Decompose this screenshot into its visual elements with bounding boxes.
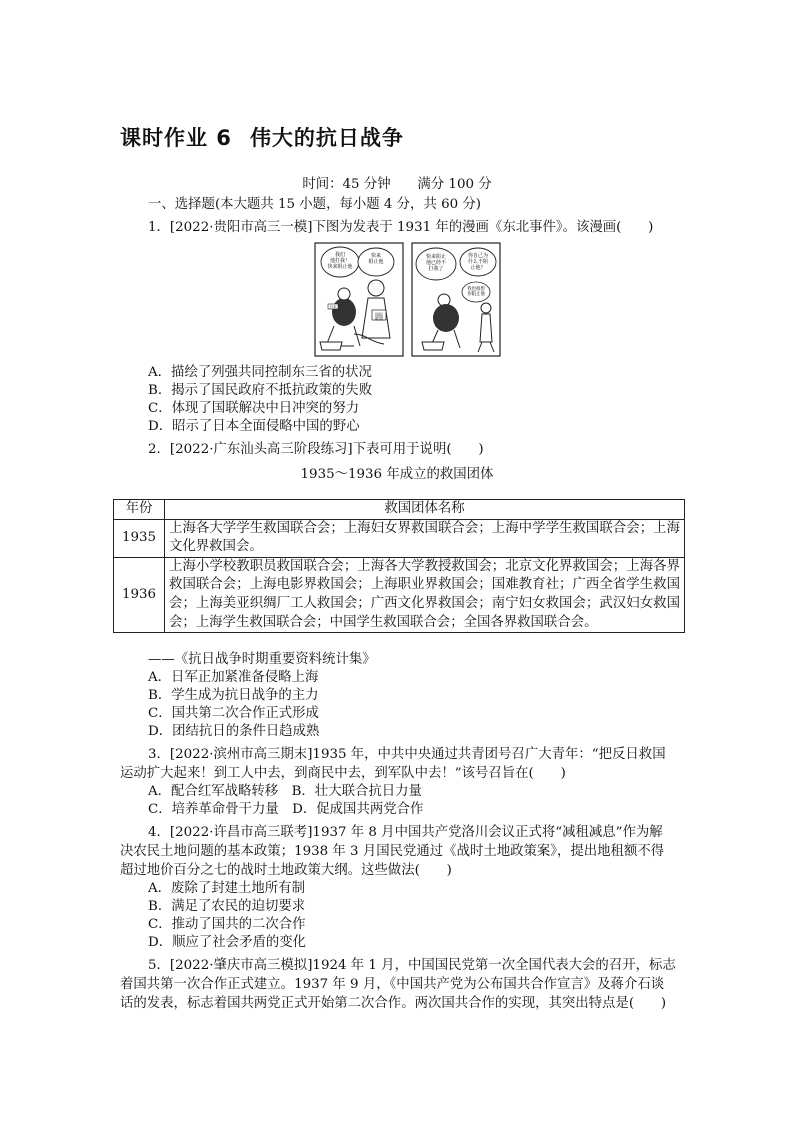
header-names: 救国团体名称 [165, 500, 685, 520]
q2-option-a: A．日军正加紧准备侵略上海 [148, 670, 319, 685]
q2-option-b: B．学生成为抗日战争的主力 [148, 688, 319, 703]
svg-text:止他？: 止他？ [470, 265, 486, 271]
row-names: 上海小学校教职员救国联合会；上海各大学教授救国会；北京文化界救国会；上海各界救国联合会；上海电影界救国会；上海职业界救国会；国难教育社；广西全省学生救国会；上海美亚织绸厂工人救国会；广西文化界救国会；南宁妇女救国会；武汉妇女救国会；上海学生救国联合会；中国学生救国联合会；全国各界救国联合会。 [165, 557, 685, 632]
q2-option-d: D．团结抗日的条件日趋成熟 [148, 724, 320, 739]
q4-option-c: C．推动了国共的二次合作 [148, 917, 306, 932]
row-names: 上海各大学学生救国联合会；上海妇女界救国联合会；上海中学学生救国联合会；上海文化界救国会。 [165, 519, 685, 557]
section-heading: 一、选择题(本大题共 15 小题，每小题 4 分，共 60 分) [148, 197, 482, 212]
q2-stem: 2．[2022·广东汕头高三阶段练习]下表可用于说明( ) [148, 442, 484, 457]
svg-text:快来: 快来 [370, 253, 382, 259]
table-row [114, 519, 685, 557]
time-info: 时间：45 分钟 满分 100 分 [302, 177, 492, 192]
q3-stem-line2: 运动扩大起来！到工人中去，到商民中去，到军队中去！”该号召旨在( ) [120, 766, 566, 781]
q5-stem-line1: 5．[2022·肇庆市高三模拟]1924 年 1 月，中国国民党第一次全国代表大会的召开，标志 [148, 958, 676, 973]
q4-option-a: A．废除了封建土地所有制 [148, 881, 305, 896]
page-title [120, 122, 404, 152]
svg-text:阻止他: 阻止他 [368, 259, 384, 265]
q5-stem-line3: 话的发表，标志着国共两党正式开始第二次合作。两次国共合作的实现，其突出特点是( ) [120, 996, 667, 1011]
title-topic: 伟大的抗日战争 [249, 126, 404, 150]
q3-options-cd: C．培养革命骨干力量 D．促成国共两党合作 [148, 802, 424, 817]
q1-option-d: D．昭示了日本全面侵略中国的野心 [148, 419, 360, 434]
q4-stem-line2: 决农民土地问题的基本政策；1938 年 3 月国民党通过《战时土地政策案》，提出地租额不得 [120, 844, 665, 859]
q4-stem-line1: 4．[2022·许昌市高三联考]1937 年 8 月中国共产党洛川会议正式将“减租减息”作为解 [148, 825, 663, 840]
q3-options-ab: A．配合红军战略转移 B．壮大联合抗日力量 [148, 784, 422, 799]
q4-stem-line3: 超过地价百分之七的战时土地政策大纲。这些做法( ) [120, 863, 452, 878]
svg-text:我们: 我们 [334, 252, 346, 258]
q4-option-d: D．顺应了社会矛盾的变化 [148, 935, 307, 950]
table-caption: 1935～1936 年成立的救国团体 [300, 467, 494, 482]
svg-text:我也很想: 我也很想 [467, 287, 485, 292]
svg-text:联盟: 联盟 [375, 316, 383, 321]
row-year: 1936 [114, 557, 165, 632]
header-year: 年份 [114, 500, 165, 520]
svg-text:什么不阻: 什么不阻 [467, 259, 489, 265]
svg-text:快来阻止他: 快来阻止他 [327, 264, 353, 270]
svg-text:打我了: 打我了 [428, 266, 444, 272]
groups-table [113, 499, 685, 633]
table-row [114, 557, 685, 632]
q1-option-a: A．描绘了列强共同控制东三省的状况 [148, 365, 372, 380]
svg-text:日本: 日本 [329, 305, 337, 309]
svg-text:国际: 国际 [375, 312, 383, 317]
q1-option-c: C．体现了国联解决中日冲突的努力 [148, 401, 360, 416]
svg-text:他打我！: 他打我！ [329, 258, 351, 264]
q3-stem-line1: 3．[2022·滨州市高三期末]1935 年，中共中央通过共青团号召广大青年：“把反日救国 [148, 747, 666, 762]
q5-stem-line2: 着国共第一次合作正式建立。1937 年 9 月，《中国共产党为公布国共合作宣言》及蒋介石谈 [120, 977, 665, 992]
cartoon-northeast-incident [314, 242, 502, 358]
svg-text:你阻止他: 你阻止他 [467, 292, 485, 297]
q1-option-b: B．揭示了国民政府不抵抗政策的失败 [148, 383, 373, 398]
svg-text:你自己为: 你自己为 [467, 253, 489, 259]
svg-text:他已经不: 他已经不 [425, 260, 447, 266]
table-header-row [114, 500, 685, 520]
q2-option-c: C．国共第二次合作正式形成 [148, 706, 319, 721]
q4-option-b: B．满足了农民的迫切要求 [148, 899, 306, 914]
q1-stem: 1．[2022·贵阳市高三一模]下图为发表于 1931 年的漫画《东北事件》。该漫画( ) [148, 220, 654, 235]
svg-text:快来阻止: 快来阻止 [425, 254, 447, 260]
title-lesson: 课时作业 6 [120, 126, 232, 150]
row-year: 1935 [114, 519, 165, 557]
table-source: ——《抗日战争时期重要资料统计集》 [148, 652, 376, 667]
